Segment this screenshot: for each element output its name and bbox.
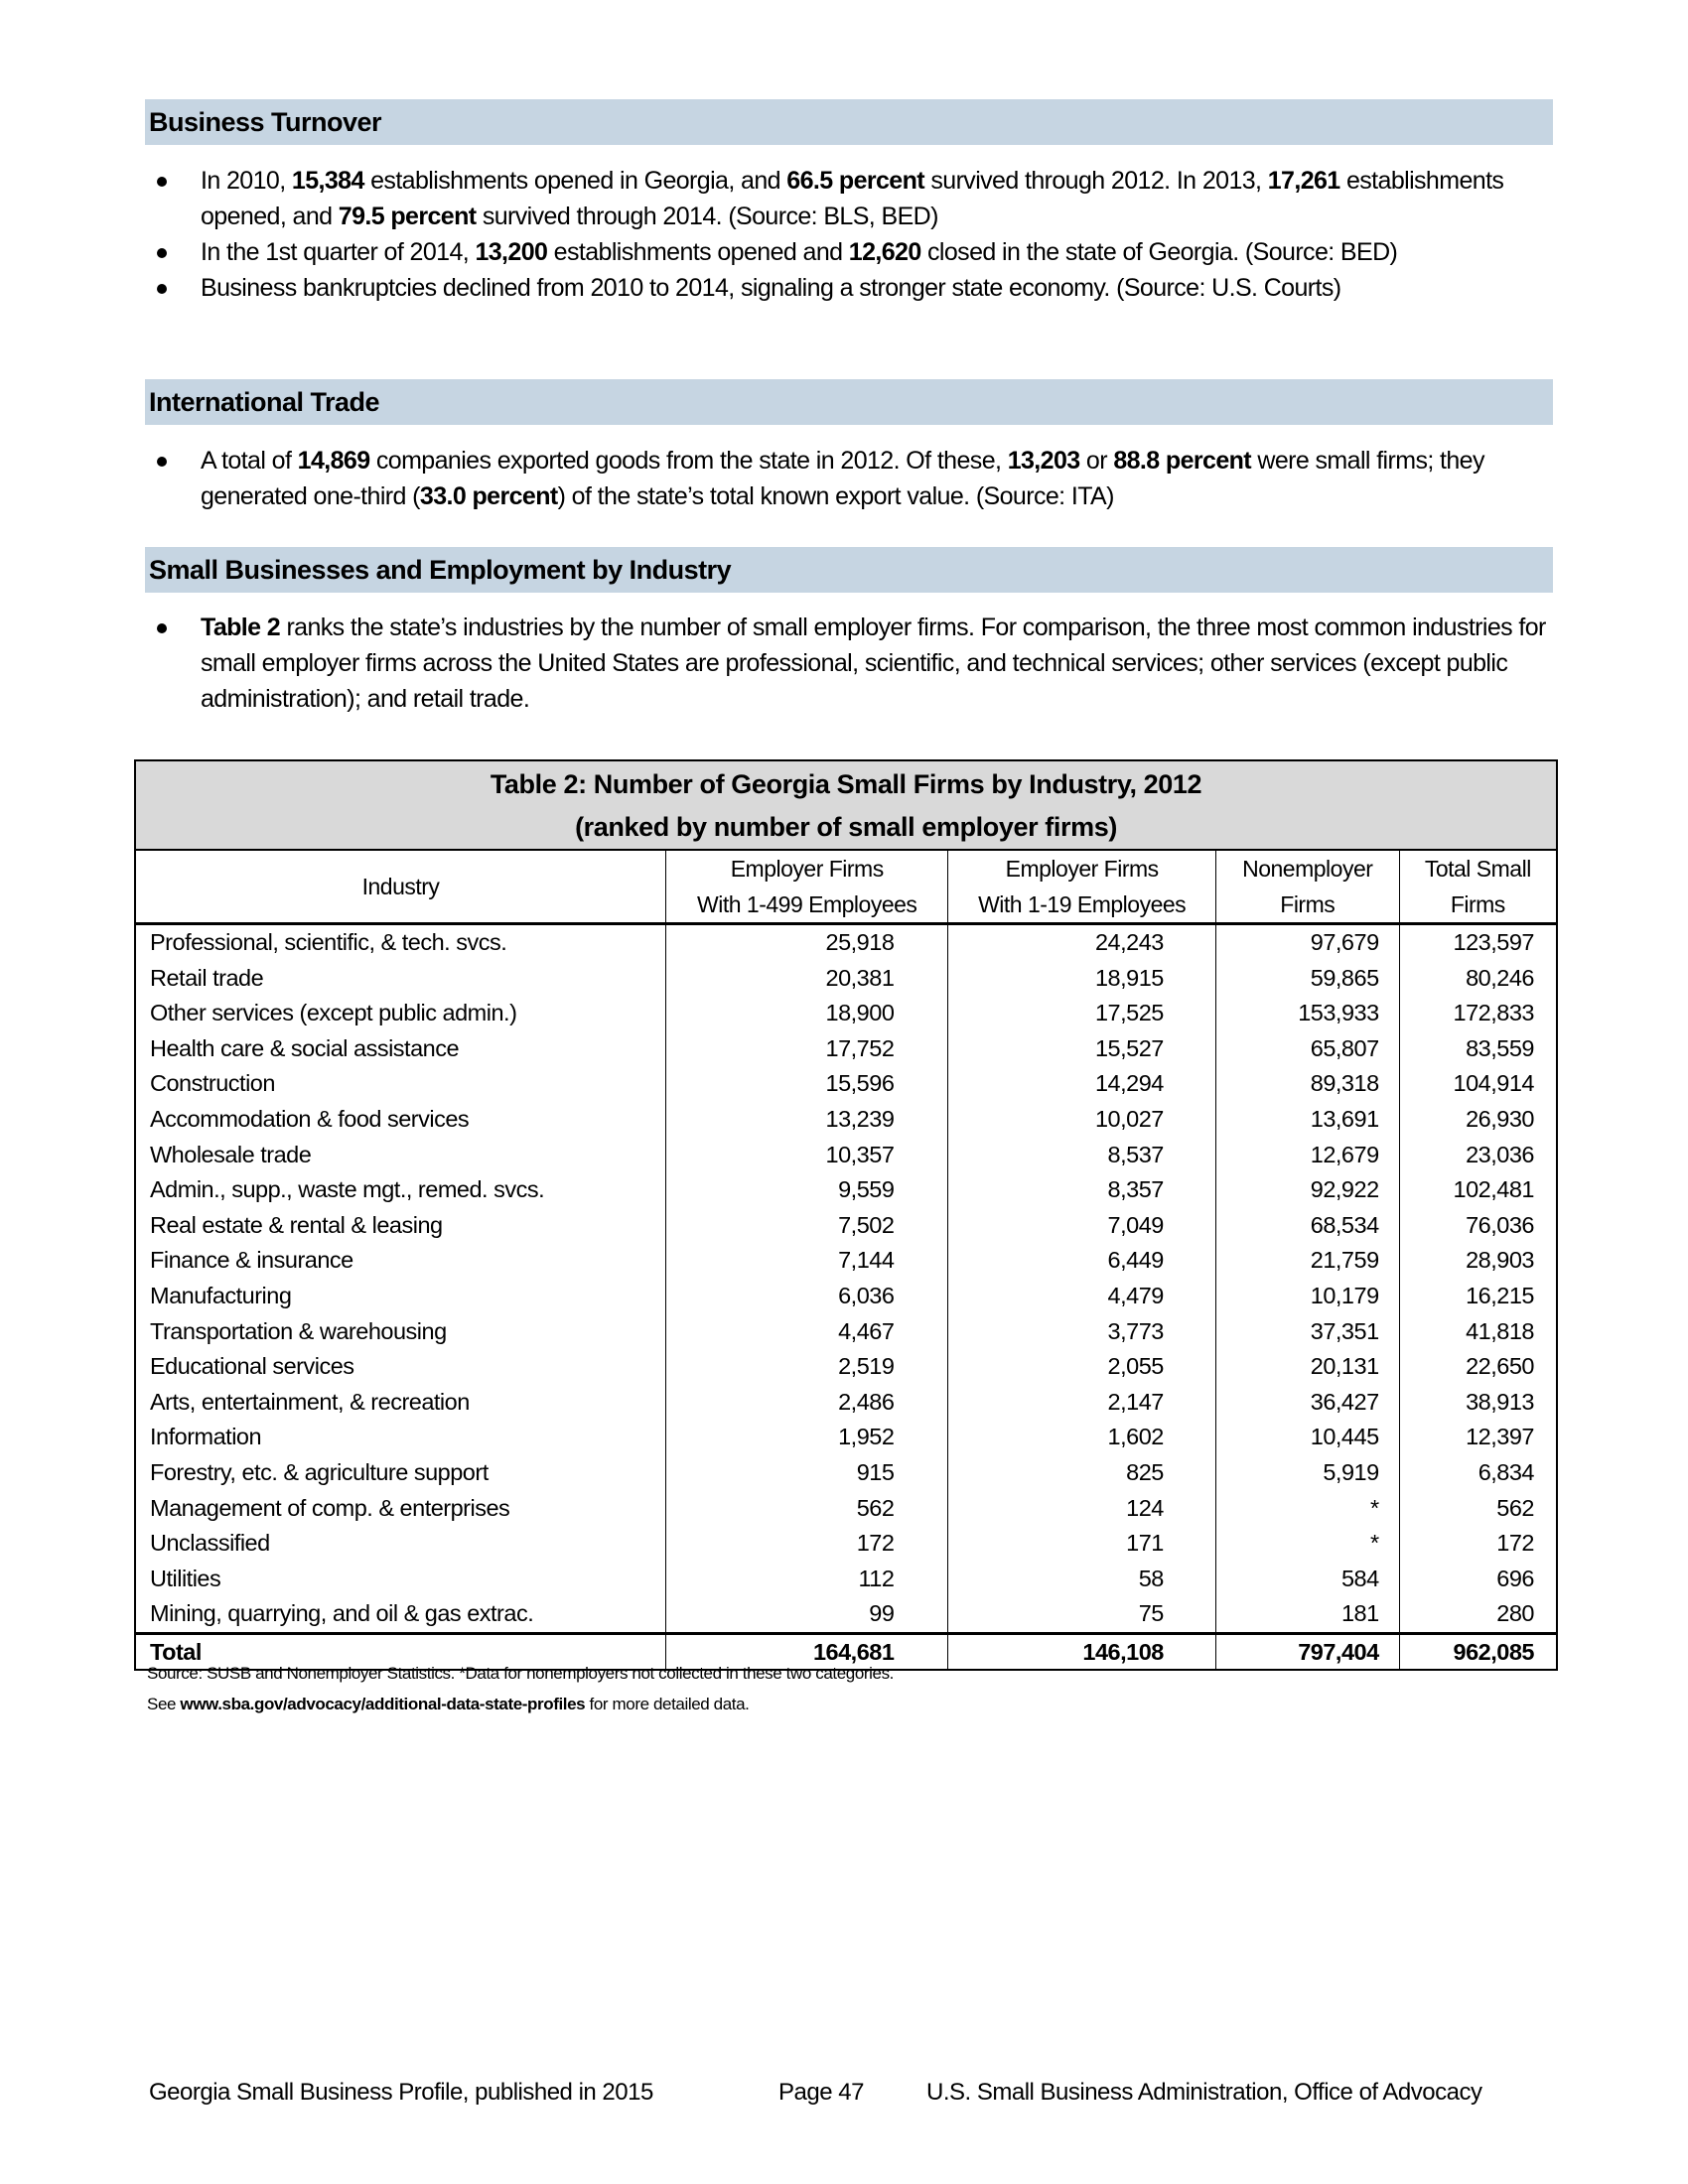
- table-cell: 7,502: [666, 1208, 948, 1244]
- table-body: [135, 924, 1557, 1634]
- industry-name: Other services (except public admin.): [150, 1000, 517, 1026]
- table-cell: 562: [1399, 1491, 1557, 1527]
- table-cell: 104,914: [1399, 1066, 1557, 1102]
- table-cell: 172: [666, 1526, 948, 1562]
- table-cell: 37,351: [1215, 1314, 1399, 1350]
- industry-name: Arts, entertainment, & recreation: [150, 1388, 470, 1415]
- table-cell: 21,759: [1215, 1243, 1399, 1279]
- bullet-item: Table 2 ranks the state’s industries by the number of small employer firms. For comparison, the three most common industries for small employer firms across the United States are professional, scientific, and technical services; other services (except public administration); and retail trade.: [149, 610, 1559, 717]
- table-cell: 10,357: [666, 1138, 948, 1173]
- table-cell: 8,357: [948, 1172, 1215, 1208]
- footer-page-number: Page 47: [778, 2079, 864, 2106]
- section-header-industry: Small Businesses and Employment by Industry: [145, 547, 1553, 593]
- footer-publisher: U.S. Small Business Administration, Office of Advocacy: [926, 2079, 1482, 2106]
- table-cell: 2,519: [666, 1349, 948, 1385]
- table-cell: 9,559: [666, 1172, 948, 1208]
- table-cell: 18,915: [948, 961, 1215, 997]
- table-cell: 10,027: [948, 1102, 1215, 1138]
- table-cell: *: [1215, 1526, 1399, 1562]
- header-employer-1-499: Employer Firms With 1-499 Employees: [666, 850, 948, 924]
- table-cell: 172,833: [1399, 996, 1557, 1031]
- table-cell: 1,602: [948, 1420, 1215, 1455]
- table-cell: 4,479: [948, 1279, 1215, 1314]
- table-cell: 16,215: [1399, 1279, 1557, 1314]
- bullet-item: A total of 14,869 companies exported goods from the state in 2012. Of these, 13,203 or 88.8 percent were small firms; they generated one-third (33.0 percent) of the state’s total known export value. (Source: ITA): [149, 443, 1559, 514]
- table-cell: 14,294: [948, 1066, 1215, 1102]
- industry-name: Transportation & warehousing: [150, 1317, 447, 1344]
- table-cell: 38,913: [1399, 1385, 1557, 1421]
- table-cell: 89,318: [1215, 1066, 1399, 1102]
- table-row: [135, 961, 1557, 997]
- section-header-international-trade: International Trade: [145, 379, 1553, 425]
- table-row: [135, 1208, 1557, 1244]
- total-employer-1-499: 164,681: [666, 1633, 948, 1670]
- table-cell: 1,952: [666, 1420, 948, 1455]
- total-employer-1-19: 146,108: [948, 1633, 1215, 1670]
- industry-name: Professional, scientific, & tech. svcs.: [150, 929, 507, 955]
- table-cell: 3,773: [948, 1314, 1215, 1350]
- table-cell: 6,834: [1399, 1455, 1557, 1491]
- industry-name: Mining, quarrying, and oil & gas extrac.: [150, 1600, 534, 1627]
- table-cell: 24,243: [948, 924, 1215, 961]
- table-cell: 58: [948, 1562, 1215, 1597]
- table-cell: 153,933: [1215, 996, 1399, 1031]
- table-row: [135, 1243, 1557, 1279]
- bullet-icon: [157, 623, 167, 633]
- industry-name: Accommodation & food services: [150, 1105, 470, 1132]
- header-employer-1-19: Employer Firms With 1-19 Employees: [948, 850, 1215, 924]
- table-cell: 181: [1215, 1596, 1399, 1633]
- table-cell: 41,818: [1399, 1314, 1557, 1350]
- table-cell: 25,918: [666, 924, 948, 961]
- header-total-small: Total Small Firms: [1399, 850, 1557, 924]
- table-cell: 2,055: [948, 1349, 1215, 1385]
- table-cell: 12,397: [1399, 1420, 1557, 1455]
- table-cell: 10,179: [1215, 1279, 1399, 1314]
- bullet-icon: [157, 284, 167, 294]
- table-row: [135, 1526, 1557, 1562]
- table-cell: 65,807: [1215, 1031, 1399, 1067]
- industry-name: Retail trade: [150, 964, 264, 991]
- industry-name: Real estate & rental & leasing: [150, 1211, 443, 1238]
- table-row: [135, 1349, 1557, 1385]
- table-row: [135, 996, 1557, 1031]
- table-source-note: Source: SUSB and Nonemployer Statistics. *Data for nonemployers not collected in these two categories.: [147, 1664, 894, 1683]
- table-row: [135, 1455, 1557, 1491]
- table-cell: 92,922: [1215, 1172, 1399, 1208]
- industry-bullets: [149, 610, 1559, 717]
- table-cell: 6,449: [948, 1243, 1215, 1279]
- industry-name: Utilities: [150, 1565, 221, 1591]
- table-row: [135, 924, 1557, 961]
- table-cell: 4,467: [666, 1314, 948, 1350]
- bullet-item: In the 1st quarter of 2014, 13,200 establishments opened and 12,620 closed in the state of Georgia. (Source: BED): [149, 234, 1559, 270]
- table-cell: 10,445: [1215, 1420, 1399, 1455]
- table-cell: 2,486: [666, 1385, 948, 1421]
- turnover-bullets: [149, 163, 1559, 306]
- table-row: [135, 1491, 1557, 1527]
- table-subtitle: (ranked by number of small employer firms): [575, 812, 1117, 842]
- table-row: [135, 1562, 1557, 1597]
- header-industry: Industry: [135, 850, 666, 924]
- industry-name: Management of comp. & enterprises: [150, 1494, 510, 1521]
- total-small-firms: 962,085: [1399, 1633, 1557, 1670]
- table-row: [135, 1420, 1557, 1455]
- table-cell: 17,525: [948, 996, 1215, 1031]
- bullet-item: In 2010, 15,384 establishments opened in Georgia, and 66.5 percent survived through 2012. In 2013, 17,261 establishments opened, and 79.5 percent survived through 2014. (Source: BLS, BED): [149, 163, 1559, 234]
- table-cell: 28,903: [1399, 1243, 1557, 1279]
- table-cell: 22,650: [1399, 1349, 1557, 1385]
- table-row: [135, 1314, 1557, 1350]
- table-cell: *: [1215, 1491, 1399, 1527]
- table-cell: 7,049: [948, 1208, 1215, 1244]
- table-cell: 13,691: [1215, 1102, 1399, 1138]
- table-cell: 12,679: [1215, 1138, 1399, 1173]
- table-cell: 20,381: [666, 961, 948, 997]
- table-cell: 6,036: [666, 1279, 948, 1314]
- table-cell: 915: [666, 1455, 948, 1491]
- bullet-icon: [157, 457, 167, 467]
- table-cell: 23,036: [1399, 1138, 1557, 1173]
- industry-name: Information: [150, 1424, 262, 1450]
- table-row: [135, 1596, 1557, 1633]
- table-cell: 97,679: [1215, 924, 1399, 961]
- table-2: [134, 759, 1558, 1671]
- table-cell: 696: [1399, 1562, 1557, 1597]
- industry-name: Health care & social assistance: [150, 1034, 460, 1061]
- table-cell: 36,427: [1215, 1385, 1399, 1421]
- table-cell: 562: [666, 1491, 948, 1527]
- table-cell: 5,919: [1215, 1455, 1399, 1491]
- table-cell: 2,147: [948, 1385, 1215, 1421]
- industry-name: Educational services: [150, 1353, 354, 1380]
- bullet-icon: [157, 177, 167, 187]
- sba-data-link[interactable]: www.sba.gov/advocacy/additional-data-state-profiles: [180, 1695, 586, 1713]
- industry-name: Wholesale trade: [150, 1141, 312, 1167]
- table-cell: 7,144: [666, 1243, 948, 1279]
- industry-name: Manufacturing: [150, 1282, 292, 1308]
- industry-name: Construction: [150, 1070, 275, 1097]
- table-cell: 83,559: [1399, 1031, 1557, 1067]
- table-cell: 80,246: [1399, 961, 1557, 997]
- industry-name: Unclassified: [150, 1530, 270, 1557]
- table-cell: 124: [948, 1491, 1215, 1527]
- table-cell: 76,036: [1399, 1208, 1557, 1244]
- industry-name: Admin., supp., waste mgt., remed. svcs.: [150, 1176, 545, 1203]
- table-cell: 584: [1215, 1562, 1399, 1597]
- table-cell: 8,537: [948, 1138, 1215, 1173]
- table-cell: 13,239: [666, 1102, 948, 1138]
- table-cell: 112: [666, 1562, 948, 1597]
- bullet-icon: [157, 248, 167, 258]
- bullet-item: Business bankruptcies declined from 2010 to 2014, signaling a stronger state economy. (Source: U.S. Courts): [149, 270, 1559, 306]
- table-see-note: See www.sba.gov/advocacy/additional-data-state-profiles for more detailed data.: [147, 1695, 750, 1713]
- table-header-row: [135, 850, 1557, 924]
- table-cell: 20,131: [1215, 1349, 1399, 1385]
- table-cell: 15,596: [666, 1066, 948, 1102]
- table-cell: 171: [948, 1526, 1215, 1562]
- total-nonemployer: 797,404: [1215, 1633, 1399, 1670]
- table-cell: 26,930: [1399, 1102, 1557, 1138]
- table-row: [135, 1066, 1557, 1102]
- table-cell: 172: [1399, 1526, 1557, 1562]
- table-cell: 123,597: [1399, 924, 1557, 961]
- header-nonemployer: Nonemployer Firms: [1215, 850, 1399, 924]
- table-caption: [134, 759, 1558, 849]
- table-cell: 75: [948, 1596, 1215, 1633]
- table-cell: 825: [948, 1455, 1215, 1491]
- table-cell: 280: [1399, 1596, 1557, 1633]
- table-row: [135, 1031, 1557, 1067]
- section-header-business-turnover: Business Turnover: [145, 99, 1553, 145]
- table-cell: 15,527: [948, 1031, 1215, 1067]
- table-row: [135, 1138, 1557, 1173]
- table-row: [135, 1279, 1557, 1314]
- table-cell: 18,900: [666, 996, 948, 1031]
- industry-name: Finance & insurance: [150, 1247, 353, 1274]
- industry-name: Forestry, etc. & agriculture support: [150, 1458, 489, 1485]
- table-row: [135, 1172, 1557, 1208]
- footer-publication: Georgia Small Business Profile, published in 2015: [149, 2079, 653, 2106]
- table-cell: 17,752: [666, 1031, 948, 1067]
- table-row: [135, 1385, 1557, 1421]
- industry-table: [134, 759, 1558, 1671]
- table-row: [135, 1102, 1557, 1138]
- total-label: Total: [135, 1633, 666, 1670]
- table-cell: 99: [666, 1596, 948, 1633]
- table-cell: 59,865: [1215, 961, 1399, 997]
- trade-bullets: [149, 443, 1559, 514]
- table-cell: 102,481: [1399, 1172, 1557, 1208]
- table-title: Table 2: Number of Georgia Small Firms by Industry, 2012: [490, 769, 1202, 799]
- table-cell: 68,534: [1215, 1208, 1399, 1244]
